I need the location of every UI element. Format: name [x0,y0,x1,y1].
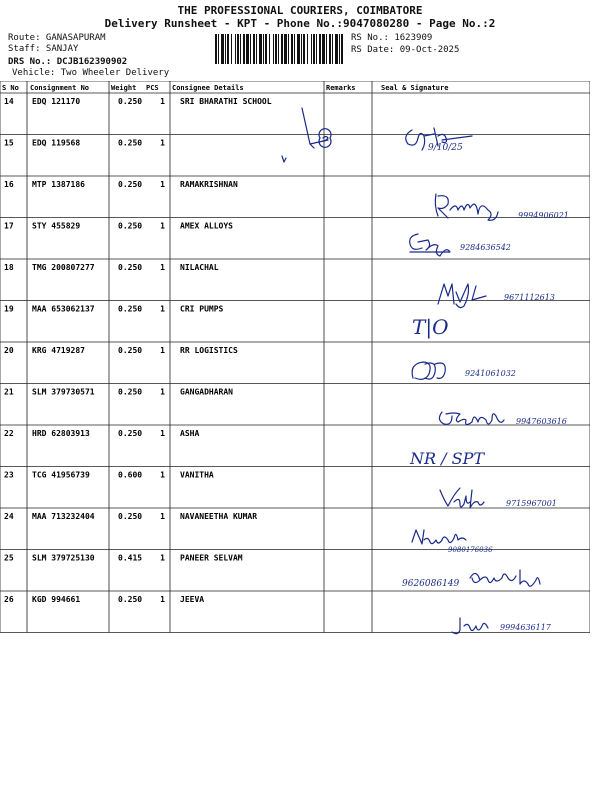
row-consignee: RR LOGISTICS [180,346,238,355]
barcode-bar [237,34,239,64]
row-weight: 0.250 [118,221,143,231]
barcode-bar [227,34,229,64]
row-consignment-no: STY 455829 [32,221,81,231]
barcode-bar [250,34,251,64]
barcode-bar [291,34,293,64]
row-consignee: AMEX ALLOYS [180,221,233,231]
signature-row26 [452,612,592,638]
col-header-remarks: Remarks [326,84,356,92]
signature-row14 [398,118,508,158]
signature-row17 [398,228,538,258]
barcode-bar [231,34,232,64]
signature-row20 [405,356,555,386]
signature-row23 [436,484,586,516]
phone-row17: 9284636542 [460,243,511,252]
svg-text:T|O: T|O [412,315,449,339]
handwritten-mark-row19 [410,310,470,340]
row-pcs: 1 [160,470,165,480]
row-pcs: 1 [160,387,165,397]
row-consignee: JEEVA [180,595,205,604]
col-header-consignee: Consignee Details [172,84,244,92]
barcode-bar [263,34,264,64]
barcode-bar [301,34,302,64]
signature-row16 [430,188,590,224]
phone-row20: 9241061032 [465,369,516,378]
row-pcs: 1 [160,346,165,355]
row-pcs: 1 [160,97,165,106]
barcode-bar [246,34,249,64]
barcode-bar [311,34,312,64]
barcode-bar [225,34,226,64]
row-sno: 17 [4,221,14,231]
row-weight: 0.250 [118,429,143,438]
barcode-bar [275,34,277,64]
row-weight: 0.250 [118,512,143,521]
runsheet-subtitle: Delivery Runsheet - KPT - Phone No.:9047080280 - Page No.:2 [104,17,496,30]
barcode-bar [243,34,245,64]
row-sno: 18 [4,263,14,272]
signature-row24 [408,524,538,558]
row-sno: 16 [4,180,14,189]
barcode-bar [259,34,262,64]
row-consignment-no: SLM 379725130 [32,553,95,563]
row-consignee: SRI BHARATHI SCHOOL [180,97,272,106]
row-consignment-no: MAA 713232404 [32,512,95,521]
barcode-bar [316,34,317,64]
date-note-row14: 9/10/25 [428,143,463,153]
row-pcs: 1 [160,595,165,604]
drs-number: DRS No.: DCJB162390902 [8,57,128,67]
col-header-sno: S No [2,84,19,92]
handwritten-mark-row15 [270,100,340,170]
phone-row23: 9715967001 [506,499,557,508]
row-consignee: VANITHA [180,470,214,480]
signature-row18 [430,278,590,308]
rs-date: RS Date: 09-Oct-2025 [351,45,460,55]
row-sno: 14 [4,97,14,106]
row-consignment-no: SLM 379730571 [32,387,95,397]
company-title: THE PROFESSIONAL COURIERS, COIMBATORE [177,4,423,17]
row-consignment-no: TMG 200807277 [32,263,95,272]
row-pcs: 1 [160,304,165,314]
barcode-bar [253,34,255,64]
row-weight: 0.250 [118,595,143,604]
barcode-bar [303,34,305,64]
row-weight: 0.250 [118,387,143,397]
phone-row16: 9994906021 [518,211,569,220]
row-weight: 0.250 [118,346,143,355]
row-weight: 0.250 [118,97,143,106]
row-pcs: 1 [160,553,165,563]
svg-text:NR / SPT: NR / SPT [410,449,485,468]
row-sno: 20 [4,346,14,355]
barcode-bar [335,34,338,64]
row-sno: 25 [4,553,14,563]
row-sno: 24 [4,512,14,521]
row-weight: 0.600 [118,470,143,480]
barcode-bar [278,34,279,64]
barcode-bar [313,34,315,64]
row-consignment-no: MAA 653062137 [32,304,95,314]
rs-number: RS No.: 1623909 [351,33,433,43]
row-consignee: CRI PUMPS [180,304,224,314]
barcode-bar [284,34,287,64]
col-header-signature: Seal & Signature [381,84,449,92]
barcode-bar [326,34,327,64]
barcode-bar [329,34,331,64]
row-sno: 23 [4,470,14,480]
row-consignment-no: HRD 62803913 [32,429,90,438]
staff-label: Staff: SANJAY [8,44,79,54]
row-consignment-no: KRG 4719287 [32,346,85,355]
row-sno: 21 [4,387,14,397]
barcode-bar [256,34,257,64]
phone-row25: 9626086149 [402,579,460,589]
row-consignee: PANEER SELVAM [180,553,243,563]
barcode-bar [288,34,289,64]
row-pcs: 1 [160,263,165,272]
row-consignment-no: MTP 1387186 [32,180,85,189]
barcode-bar [235,34,236,64]
phone-row18: 9671112613 [504,293,555,302]
row-pcs: 1 [160,512,165,521]
barcode-bar [341,34,343,64]
row-weight: 0.250 [118,180,143,189]
row-consignee: NAVANEETHA KUMAR [180,512,258,521]
barcode-bar [281,34,283,64]
row-sno: 22 [4,429,14,438]
row-weight: 0.250 [118,263,143,272]
row-sno: 19 [4,304,14,314]
row-consignment-no: EDQ 119568 [32,138,81,148]
row-consignment-no: TCG 41956739 [32,470,90,480]
phone-row21: 9947603616 [516,417,567,426]
barcode-bar [273,34,274,64]
barcode-bar [307,34,308,64]
col-header-weight: Weight [111,84,137,92]
row-consignment-no: EDQ 121170 [32,97,81,106]
barcode-bar [297,34,300,64]
phone-row26: 9994636117 [500,623,551,632]
vehicle-label: Vehicle: Two Wheeler Delivery [12,68,170,78]
barcode-image [215,34,347,64]
col-header-pcs: PCS [146,84,159,92]
barcode-bar [332,34,333,64]
barcode-bar [294,34,295,64]
phone-row24: 9080176036 [448,546,493,554]
barcode-bar [218,34,219,64]
barcode-bar [240,34,241,64]
row-weight: 0.250 [118,304,143,314]
barcode-bar [319,34,321,64]
row-consignee: GANGADHARAN [180,387,233,397]
row-weight: 0.415 [118,553,143,563]
route-label: Route: GANASAPURAM [8,33,106,43]
row-consignee: RAMAKRISHNAN [180,180,238,189]
col-header-consignment: Consignment No [30,84,90,92]
row-pcs: 1 [160,138,165,148]
barcode-bar [339,34,340,64]
row-consignee: ASHA [180,429,200,438]
signature-row25 [400,566,590,596]
row-pcs: 1 [160,180,165,189]
barcode-bar [221,34,224,64]
signature-row21 [436,398,586,432]
row-pcs: 1 [160,221,165,231]
handwritten-mark-row22 [408,442,518,472]
row-consignment-no: KGD 994661 [32,595,81,604]
row-sno: 15 [4,138,14,148]
row-consignee: NILACHAL [180,263,219,272]
barcode-bar [269,34,270,64]
row-sno: 26 [4,595,14,604]
row-weight: 0.250 [118,138,143,148]
barcode-bar [265,34,267,64]
barcode-bar [215,34,217,64]
barcode-bar [322,34,325,64]
row-pcs: 1 [160,429,165,438]
